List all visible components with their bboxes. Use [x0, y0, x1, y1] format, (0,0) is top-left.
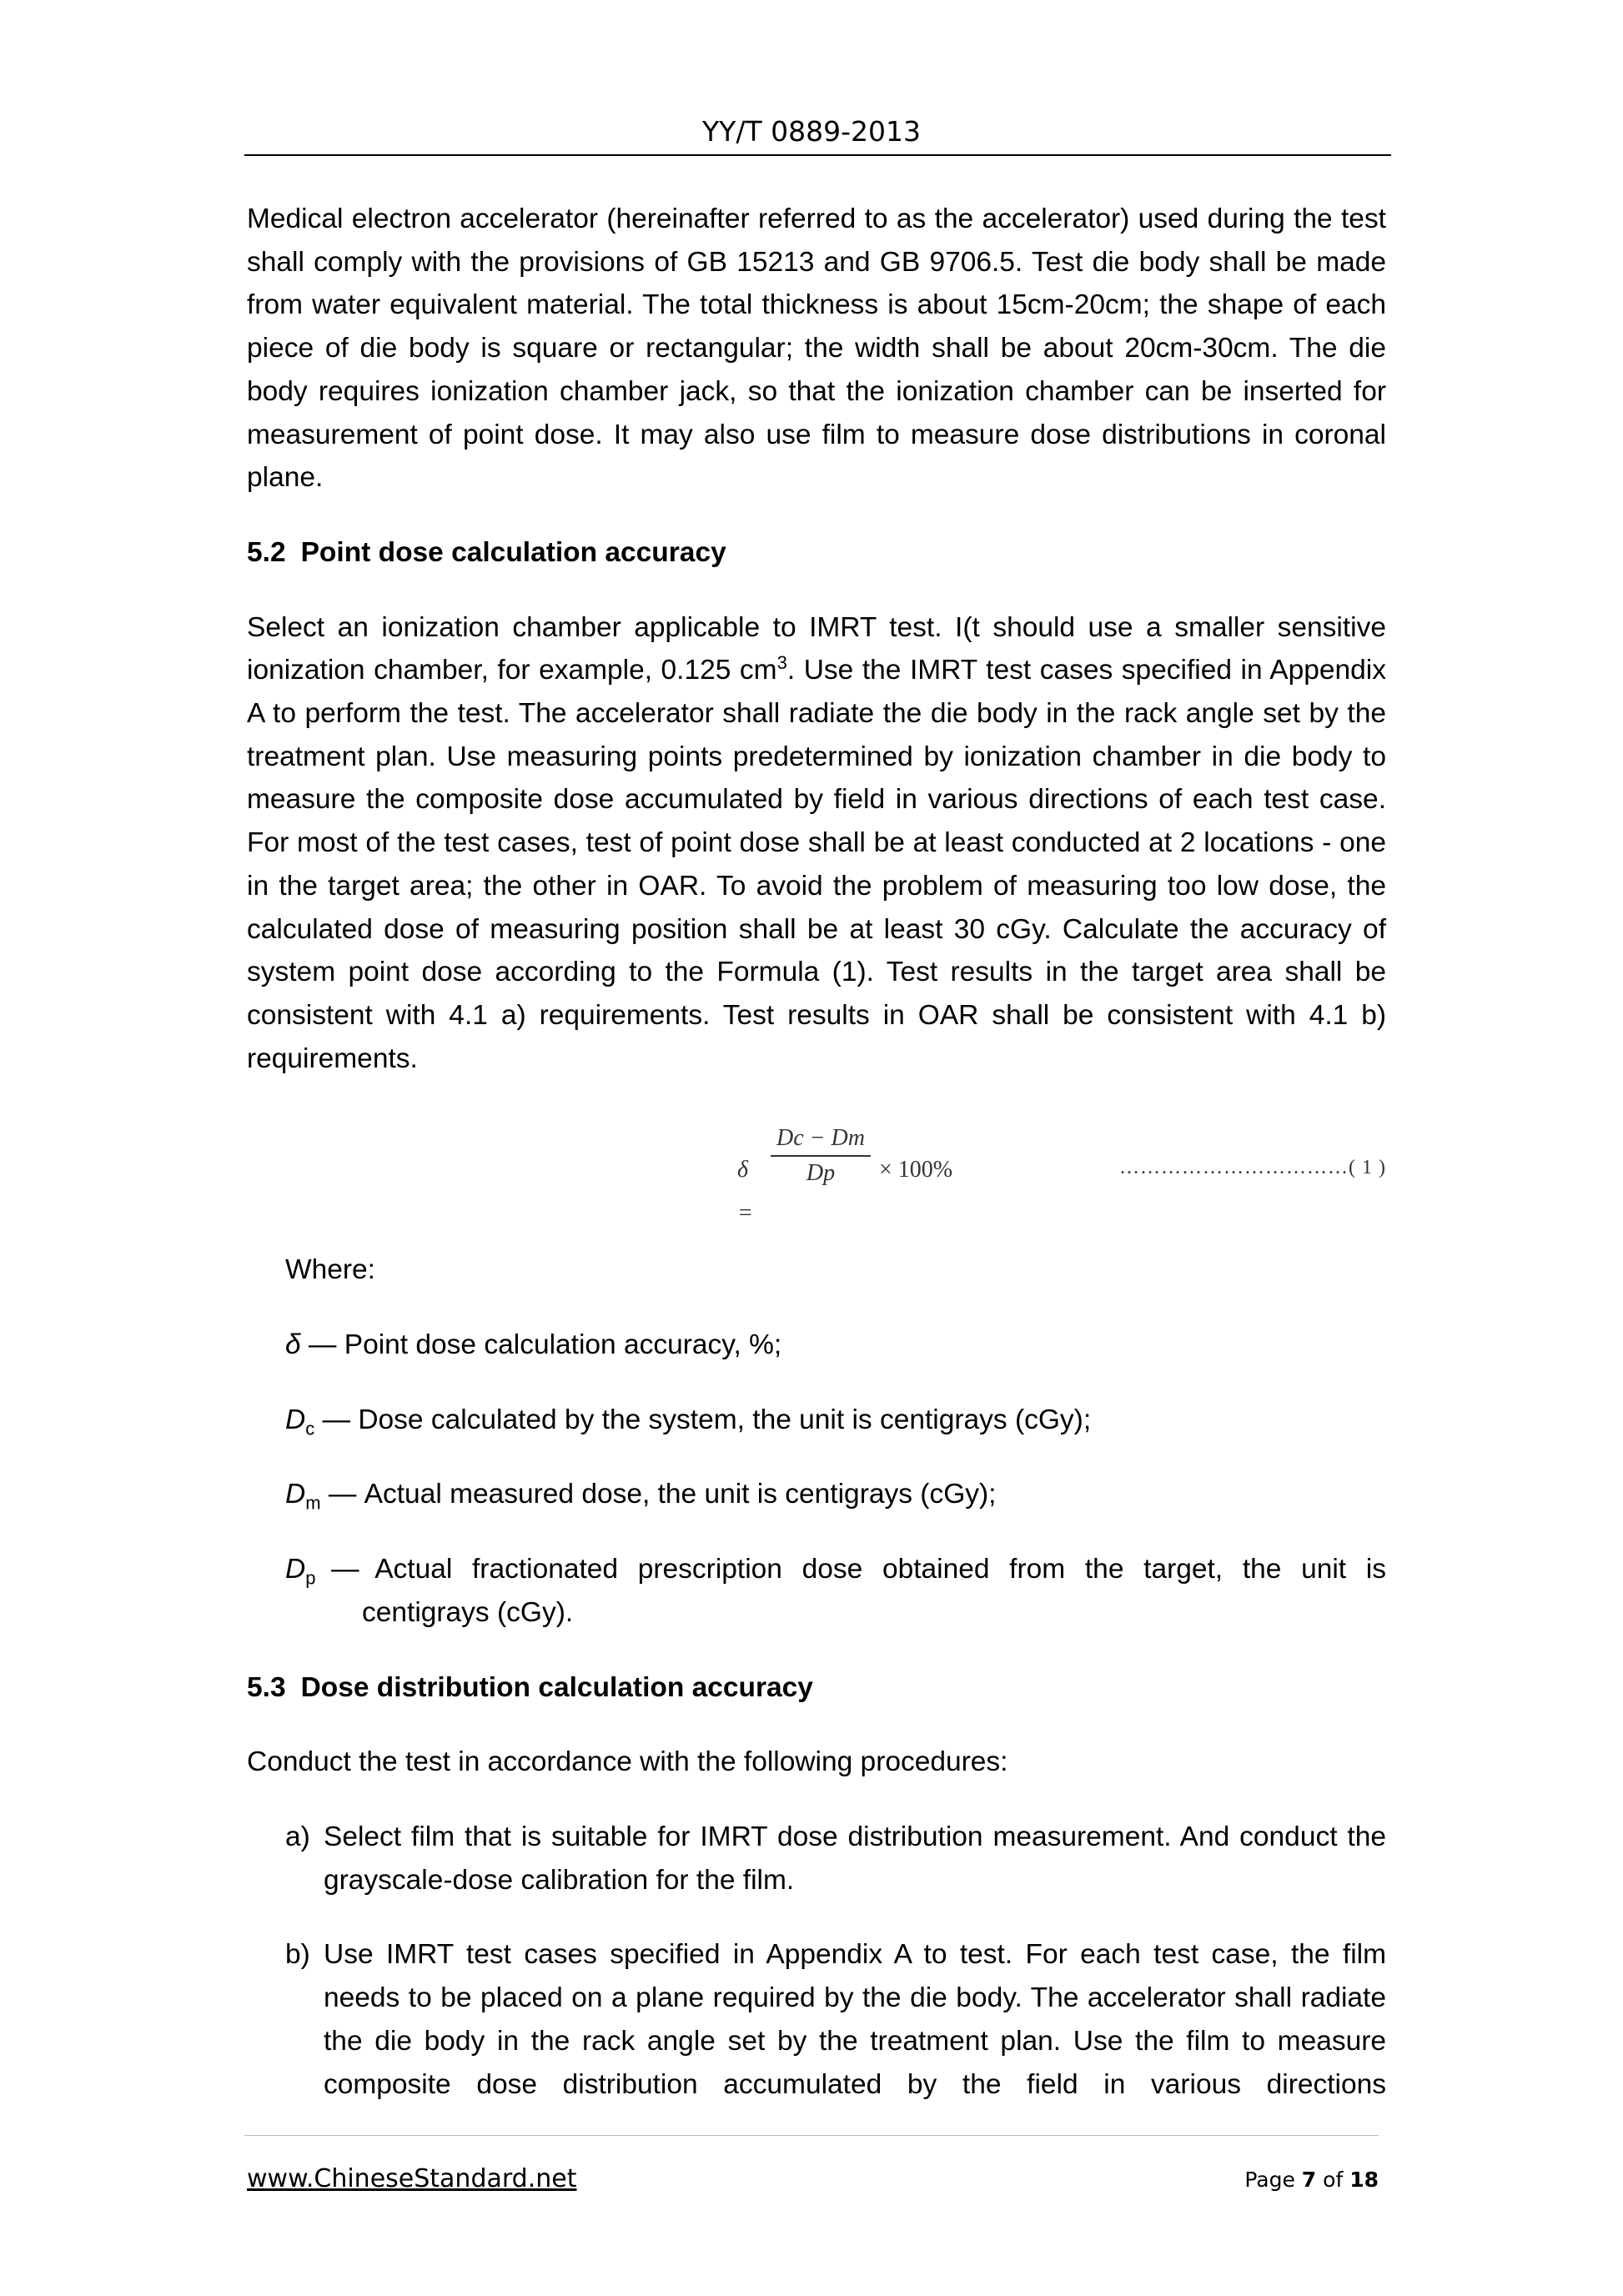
symbol-definition: Dose calculated by the system, the unit is centigrays (cGy); [358, 1404, 1092, 1435]
page-content [247, 198, 1386, 2106]
symbol-definition: Actual measured dose, the unit is centigrays (cGy); [364, 1479, 997, 1510]
symbol: D [285, 1404, 306, 1435]
symbol: D [285, 1554, 306, 1585]
page-of: of [1316, 2168, 1350, 2192]
where-item-dm [285, 1473, 1386, 1516]
symbol: D [285, 1479, 306, 1510]
intro-paragraph: Medical electron accelerator (hereinafter referred to as the accelerator) used during the test shall comply with the provisions of GB 15213 and GB 9706.5. Test die body shall be made from water equivalent material. The total thickness is about 15cm-20cm; the shape of each piece of die body is square or rectangular; the width shall be about 20cm-30cm. The die body requires ionization chamber jack, so that the ionization chamber can be inserted for measurement of point dose. It may also use film to measure dose distributions in coronal plane. [247, 203, 1386, 494]
where-block [285, 1248, 1386, 1634]
symbol-dash: — [300, 1329, 344, 1361]
section-title: Dose distribution calculation accuracy [300, 1671, 813, 1703]
footer-website-link[interactable]: www.ChineseStandard.net [247, 2164, 577, 2193]
symbol-dash: — [314, 1404, 359, 1435]
formula-number: ……………………………( 1 ) [1119, 1157, 1386, 1179]
formula-1 [247, 1117, 1386, 1227]
list-label: b) [285, 1939, 310, 1971]
section-5-2-heading [247, 531, 1386, 575]
symbol-dash: — [320, 1479, 364, 1510]
page-total: 18 [1349, 2168, 1379, 2192]
symbol: δ [285, 1329, 301, 1361]
where-label: Where: [285, 1254, 375, 1286]
paragraph-text: . Use the IMRT test cases specified in Appendix A to perform the test. The accelerator shall radiate the die body in the rack angle set by the treatment plan. Use measuring points predetermined by ionization chamber in die body to measure the composite dose accumulated by field in various directions of each test case. For most of the test cases, test of point dose shall be at least conducted at 2 locations - one in the target area; the other in OAR. To avoid the problem of measuring too low dose, the calculated dose of measuring position shall be at least 30 cGy. Calculate the accuracy of system point dose according to the Formula (1). Test results in the target area shall be consistent with 4.1 a) requirements. Test results in OAR shall be consistent with 4.1 b) requirements. [247, 655, 1386, 1074]
formula-multiplier: × 100% [879, 1157, 953, 1183]
page-prefix: Page [1244, 2168, 1302, 2192]
section-5-3-intro: Conduct the test in accordance with the following procedures: [247, 1746, 1008, 1778]
page-number [1244, 2168, 1379, 2192]
formula-denominator: Dp [806, 1160, 836, 1187]
where-item-dc [285, 1399, 1386, 1442]
list-item-b [247, 1933, 1386, 2106]
list-text: Select film that is suitable for IMRT dose distribution measurement. And conduct the grayscale-dose calibration for the film. [324, 1821, 1386, 1896]
page-current: 7 [1301, 2168, 1317, 2192]
where-item-delta [285, 1324, 1386, 1367]
standard-code-header: YY/T 0889-2013 [702, 115, 921, 148]
formula-lhs: δ = [737, 1157, 753, 1227]
where-item-dp [285, 1548, 1386, 1591]
footer-rule [244, 2135, 1379, 2136]
section-number: 5.3 [247, 1671, 286, 1703]
section-title: Point dose calculation accuracy [300, 536, 726, 568]
section-5-3-heading [247, 1666, 1386, 1710]
list-item-a [247, 1816, 1386, 1902]
list-text: Use IMRT test cases specified in Appendix A to test. For each test case, the film needs to be placed on a plane required by the die body. The accelerator shall radiate the die body in the rack angle set by the treatment plan. Use the film to measure composite dose distribution accumulated by the field in various directions [324, 1939, 1386, 2100]
formula-numerator: Dc − Dm [776, 1125, 865, 1152]
symbol-definition-continuation: centigrays (cGy). [362, 1596, 574, 1628]
symbol-subscript: p [305, 1567, 316, 1589]
paragraph-text: Select an ionization chamber applicable to IMRT test. I(t should use a smaller sensitive ionization chamber, for example, 0.125 cm [247, 611, 1386, 686]
symbol-dash: — [315, 1554, 375, 1585]
symbol-subscript: m [305, 1493, 321, 1515]
section-5-2-paragraph [247, 606, 1386, 1081]
header-rule [244, 154, 1391, 156]
symbol-subscript: c [305, 1418, 315, 1439]
section-number: 5.2 [247, 536, 286, 568]
symbol-definition: Point dose calculation accuracy, %; [344, 1329, 782, 1361]
fraction-bar [771, 1155, 871, 1157]
list-label: a) [285, 1821, 310, 1852]
symbol-definition: Actual fractionated prescription dose obtained from the target, the unit is [374, 1554, 1386, 1585]
superscript: 3 [776, 652, 787, 674]
formula-fraction [771, 1123, 871, 1188]
